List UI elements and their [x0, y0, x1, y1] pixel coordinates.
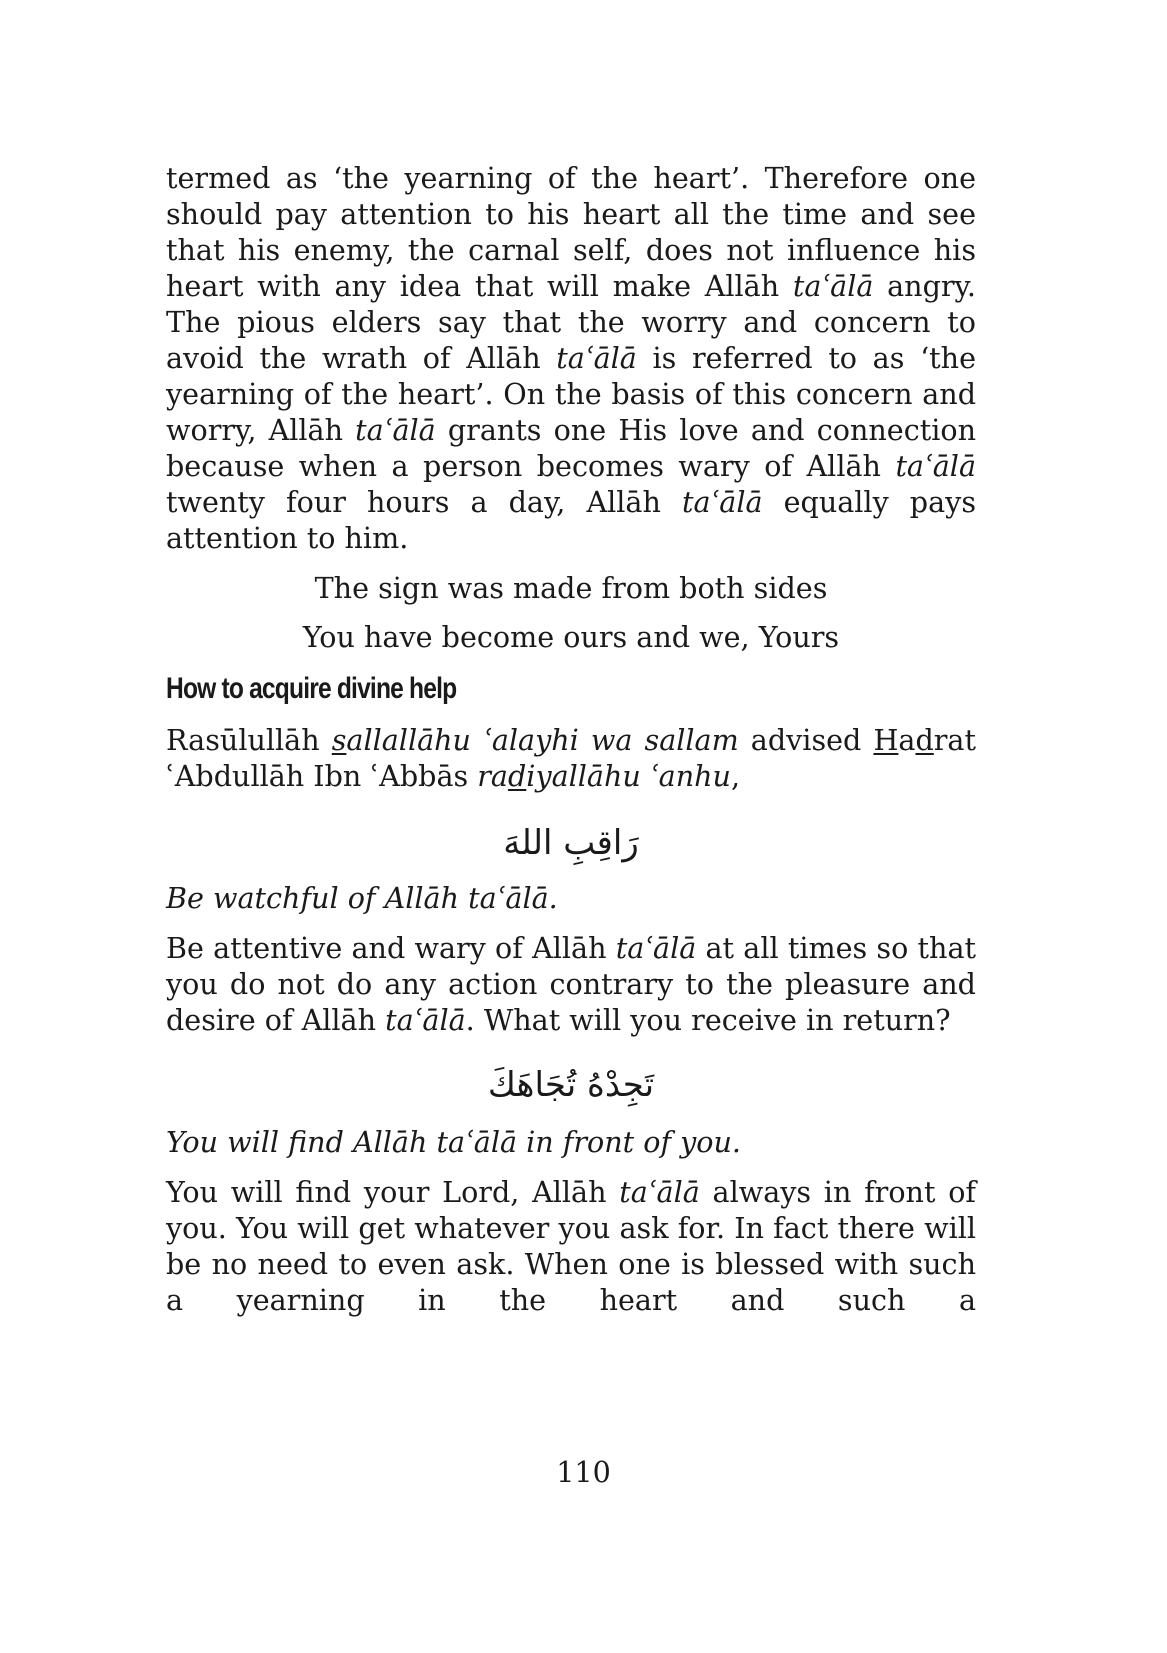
text-span: allallāhu ʿalayhi wa sallam — [346, 723, 739, 757]
verse-line-2: You have become ours and we, Yours — [302, 620, 840, 654]
paragraph-yearning — [166, 160, 976, 556]
arabic-phrase-2: تَجِدْهُ تُجَاهَكَ — [487, 1065, 655, 1105]
translation-2: You will find Allāh taʿālā in front of you. — [166, 1125, 742, 1159]
text-span: ra — [477, 759, 508, 793]
text-span: always in front of you. You will get whatever you ask for. In fact there will be no need to even ask. When one is blessed with such a yearning in the heart and such a — [166, 1175, 976, 1317]
paragraph-hadith-intro — [166, 722, 976, 794]
verse-line-1: The sign was made from both sides — [314, 571, 828, 605]
italic-term: taʿālā — [385, 1003, 466, 1037]
text-span: Be attentive and wary of Allāh — [166, 931, 616, 965]
text-span: termed as ‘the yearning of the heart’. Therefore one should pay attention to his heart all the time and see that his enemy, the carnal self, does not influence his heart with any idea that will make Allāh — [166, 161, 976, 303]
italic-term: taʿālā — [681, 485, 763, 519]
text-span: grants one His love and connection because when a person becomes wary of Allāh — [166, 413, 976, 483]
text-span: rat ʿAbdullāh Ibn ʿAbbās — [166, 723, 976, 793]
italic-term: taʿālā — [615, 931, 697, 965]
text-span: advised — [738, 723, 874, 757]
italic-term: taʿālā — [619, 1175, 700, 1209]
text-span: Rasūlullāh — [166, 723, 332, 757]
text-span: You will find your Lord, Allāh — [166, 1175, 620, 1209]
underlined-letter: H — [873, 723, 899, 757]
text-span: at all times so that you do not do any action contrary to the pleasure and desire of Allāh — [166, 931, 976, 1037]
text-span: iyallāhu ʿanhu — [526, 759, 731, 793]
italic-term — [477, 759, 731, 793]
page-number: 110 — [556, 1455, 611, 1489]
italic-term: taʿālā — [355, 413, 436, 447]
text-span: . What will you receive in return? — [465, 1003, 951, 1037]
italic-term: taʿālā — [792, 269, 874, 303]
underlined-letter: d — [507, 759, 527, 793]
italic-term: taʿālā — [556, 341, 637, 375]
italic-term: taʿālā — [895, 449, 976, 483]
underlined-letter: s — [331, 723, 347, 757]
text-span: is referred to as ‘the yearning of the heart’. On the basis of this concern and worry, Allāh — [166, 341, 976, 447]
italic-term — [332, 723, 739, 757]
text-span: angry. The pious elders say that the worry and concern to avoid the wrath of Allāh — [166, 269, 976, 375]
paragraph-find-lord — [166, 1174, 976, 1318]
underlined-letter: d — [915, 723, 934, 757]
paragraph-attentive — [166, 930, 976, 1038]
text-span: equally pays attention to him. — [166, 485, 976, 555]
text-span: a — [898, 723, 916, 757]
section-heading: How to acquire divine help — [166, 672, 457, 705]
text-span: , — [730, 759, 741, 793]
text-span: twenty four hours a day, Allāh — [166, 485, 682, 519]
arabic-phrase-1: رَاقِبِ اللهَ — [503, 823, 639, 863]
page-content — [166, 160, 976, 1318]
translation-1: Be watchful of Allāh taʿālā. — [166, 881, 558, 915]
